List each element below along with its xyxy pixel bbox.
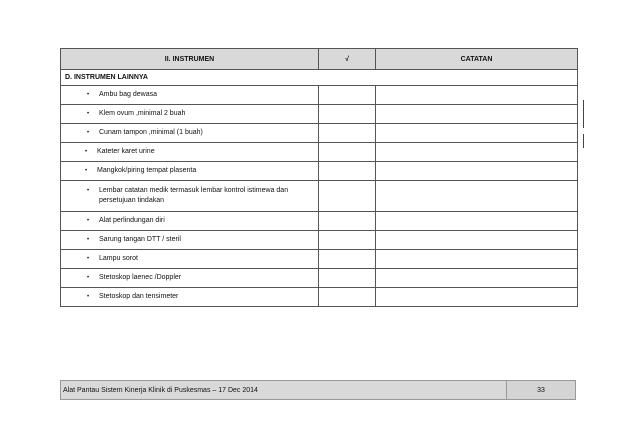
notes-cell[interactable] — [376, 250, 578, 269]
header-row — [61, 49, 578, 70]
bullet-icon: • — [87, 294, 90, 300]
bullet-icon: • — [85, 149, 88, 155]
table-row — [61, 105, 578, 124]
bullet-icon: • — [87, 111, 90, 117]
item-cell — [61, 250, 319, 269]
check-cell[interactable] — [319, 269, 376, 288]
check-cell[interactable] — [319, 86, 376, 105]
item-label: Klem ovum ,minimal 2 buah — [99, 110, 186, 117]
item-cell — [61, 143, 319, 162]
item-label: Kateter karet urine — [97, 148, 155, 155]
notes-cell[interactable] — [376, 143, 578, 162]
item-cell — [61, 124, 319, 143]
page-footer — [60, 380, 576, 400]
bullet-icon: • — [87, 130, 90, 136]
item-label: Cunam tampon ,minimal (1 buah) — [99, 129, 203, 136]
check-cell[interactable] — [319, 181, 376, 212]
notes-cell[interactable] — [376, 269, 578, 288]
item-label: Stetoskop dan tensimeter — [99, 293, 179, 300]
check-cell[interactable] — [319, 212, 376, 231]
item-cell — [61, 86, 319, 105]
bullet-icon: • — [87, 256, 90, 262]
item-cell — [61, 105, 319, 124]
bullet-icon: • — [87, 92, 90, 98]
check-cell[interactable] — [319, 231, 376, 250]
margin-mark — [583, 100, 584, 114]
item-label: Ambu bag dewasa — [99, 91, 157, 98]
bullet-icon: • — [87, 275, 90, 281]
notes-cell[interactable] — [376, 86, 578, 105]
item-label: Sarung tangan DTT / steril — [99, 236, 181, 243]
notes-cell[interactable] — [376, 288, 578, 307]
notes-cell[interactable] — [376, 181, 578, 212]
item-cell — [61, 231, 319, 250]
notes-cell[interactable] — [376, 124, 578, 143]
item-cell — [61, 212, 319, 231]
page-number: 33 — [506, 381, 575, 399]
item-cell — [61, 181, 319, 212]
table-row — [61, 269, 578, 288]
instrument-table — [60, 48, 578, 307]
check-cell[interactable] — [319, 124, 376, 143]
item-label: Lampu sorot — [99, 255, 138, 262]
item-label: Alat perlindungan diri — [99, 217, 165, 224]
margin-mark — [583, 134, 584, 148]
check-cell[interactable] — [319, 288, 376, 307]
check-cell[interactable] — [319, 162, 376, 181]
notes-cell[interactable] — [376, 212, 578, 231]
notes-cell[interactable] — [376, 231, 578, 250]
check-cell[interactable] — [319, 105, 376, 124]
table-row — [61, 162, 578, 181]
table-row — [61, 86, 578, 105]
table-row — [61, 212, 578, 231]
item-cell — [61, 288, 319, 307]
header-instrumen: II. INSTRUMEN — [61, 49, 319, 70]
item-cell — [61, 269, 319, 288]
item-label: Lembar catatan medik termasuk lembar kontrol istimewa dan persetujuan tindakan — [99, 187, 289, 204]
header-catatan: CATATAN — [376, 49, 578, 70]
bullet-icon: • — [87, 188, 90, 194]
notes-cell[interactable] — [376, 105, 578, 124]
table-row — [61, 181, 578, 212]
check-cell[interactable] — [319, 250, 376, 269]
notes-cell[interactable] — [376, 162, 578, 181]
header-check: √ — [319, 49, 376, 70]
section-row — [61, 70, 578, 86]
bullet-icon: • — [87, 218, 90, 224]
bullet-icon: • — [87, 237, 90, 243]
item-label: Stetoskop laenec /Doppler — [99, 274, 182, 281]
bullet-icon: • — [85, 168, 88, 174]
footer-title: Alat Pantau Sistem Kinerja Klinik di Puskesmas – 17 Dec 2014 — [63, 386, 258, 394]
table-row — [61, 250, 578, 269]
item-label: Mangkok/piring tempat plasenta — [97, 167, 197, 174]
table-row — [61, 231, 578, 250]
table-row — [61, 288, 578, 307]
item-cell — [61, 162, 319, 181]
table-row — [61, 124, 578, 143]
check-cell[interactable] — [319, 143, 376, 162]
section-title: D. INSTRUMEN LAINNYA — [61, 70, 578, 86]
margin-mark — [583, 114, 584, 128]
table-row — [61, 143, 578, 162]
